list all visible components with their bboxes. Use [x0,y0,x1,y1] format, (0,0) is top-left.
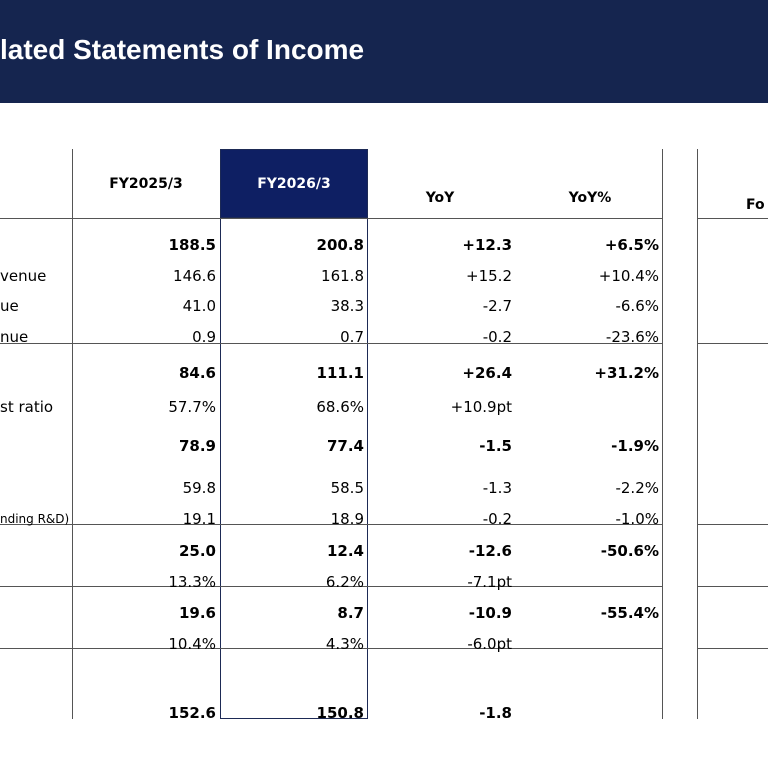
cell-prev-year: 188.5 [168,236,216,254]
cell-yoy: -2.7 [482,297,512,315]
cell-yoy: -10.9 [468,604,512,622]
cell-prev-year: 41.0 [182,297,216,315]
cell-yoy: -12.6 [468,542,512,560]
row-label: st ratio [0,398,54,416]
cell-yoy: +10.9pt [450,398,512,416]
divider-section-1-forecast [697,343,768,344]
cell-yoy-pct: -23.6% [605,328,659,346]
column-header-prev-year: FY2025/3 [109,176,183,192]
column-header-current-year: FY2026/3 [257,176,331,192]
cell-current-year: 8.7 [337,604,364,622]
divider-header-row [0,218,662,219]
divider-label-col [72,149,73,719]
cell-yoy: -1.3 [482,479,512,497]
cell-yoy-pct: -1.9% [611,437,659,455]
divider-section-4-forecast [697,648,768,649]
cell-current-year: 150.8 [316,704,364,722]
cell-yoy: -6.0pt [467,635,512,653]
cell-current-year: 77.4 [326,437,364,455]
cell-yoy-pct: -2.2% [615,479,659,497]
cell-current-year: 4.3% [325,635,364,653]
column-header-yoy-pct: YoY% [568,190,612,206]
cell-yoy: -0.2 [482,328,512,346]
column-header-forecast: Fo [746,197,765,213]
divider-section-2-forecast [697,524,768,525]
cell-current-year: 0.7 [340,328,364,346]
cell-current-year: 161.8 [321,267,364,285]
cell-current-year: 200.8 [316,236,364,254]
cell-yoy: -1.5 [479,437,512,455]
cell-current-year: 58.5 [330,479,364,497]
cell-yoy: +12.3 [462,236,512,254]
cell-prev-year: 59.8 [182,479,216,497]
cell-yoy: +15.2 [466,267,512,285]
cell-prev-year: 10.4% [168,635,216,653]
cell-prev-year: 84.6 [178,364,216,382]
divider-pct-col [662,149,663,719]
column-header-yoy: YoY [425,190,455,206]
cell-prev-year: 13.3% [168,573,216,591]
cell-yoy-pct: +31.2% [594,364,659,382]
cell-current-year: 111.1 [316,364,364,382]
slide-header [0,0,768,103]
cell-yoy: -0.2 [482,510,512,528]
slide-title: lated Statements of Income [0,34,365,65]
divider-header-row-forecast [697,218,768,219]
cell-prev-year: 19.1 [182,510,216,528]
cell-yoy-pct: -6.6% [615,297,659,315]
cell-yoy: -7.1pt [467,573,512,591]
row-label: venue [0,267,47,285]
cell-prev-year: 146.6 [173,267,216,285]
cell-prev-year: 25.0 [178,542,216,560]
cell-prev-year: 152.6 [168,704,216,722]
divider-section-3-forecast [697,586,768,587]
cell-current-year: 68.6% [316,398,364,416]
cell-current-year: 12.4 [326,542,364,560]
cell-yoy-pct: -50.6% [600,542,659,560]
cell-yoy-pct: -55.4% [600,604,659,622]
row-label: ue [0,297,19,315]
cell-prev-year: 19.6 [178,604,216,622]
cell-current-year: 6.2% [325,573,364,591]
cell-yoy: +26.4 [462,364,512,382]
row-label: nue [0,328,29,346]
cell-yoy-pct: +6.5% [604,236,659,254]
cell-current-year: 38.3 [330,297,364,315]
cell-current-year: 18.9 [330,510,364,528]
cell-yoy: -1.8 [479,704,512,722]
row-label: nding R&D) [0,512,70,526]
cell-prev-year: 78.9 [178,437,216,455]
cell-prev-year: 57.7% [168,398,216,416]
cell-yoy-pct: +10.4% [598,267,659,285]
cell-prev-year: 0.9 [192,328,216,346]
cell-yoy-pct: -1.0% [615,510,659,528]
divider-forecast-col [697,149,698,719]
